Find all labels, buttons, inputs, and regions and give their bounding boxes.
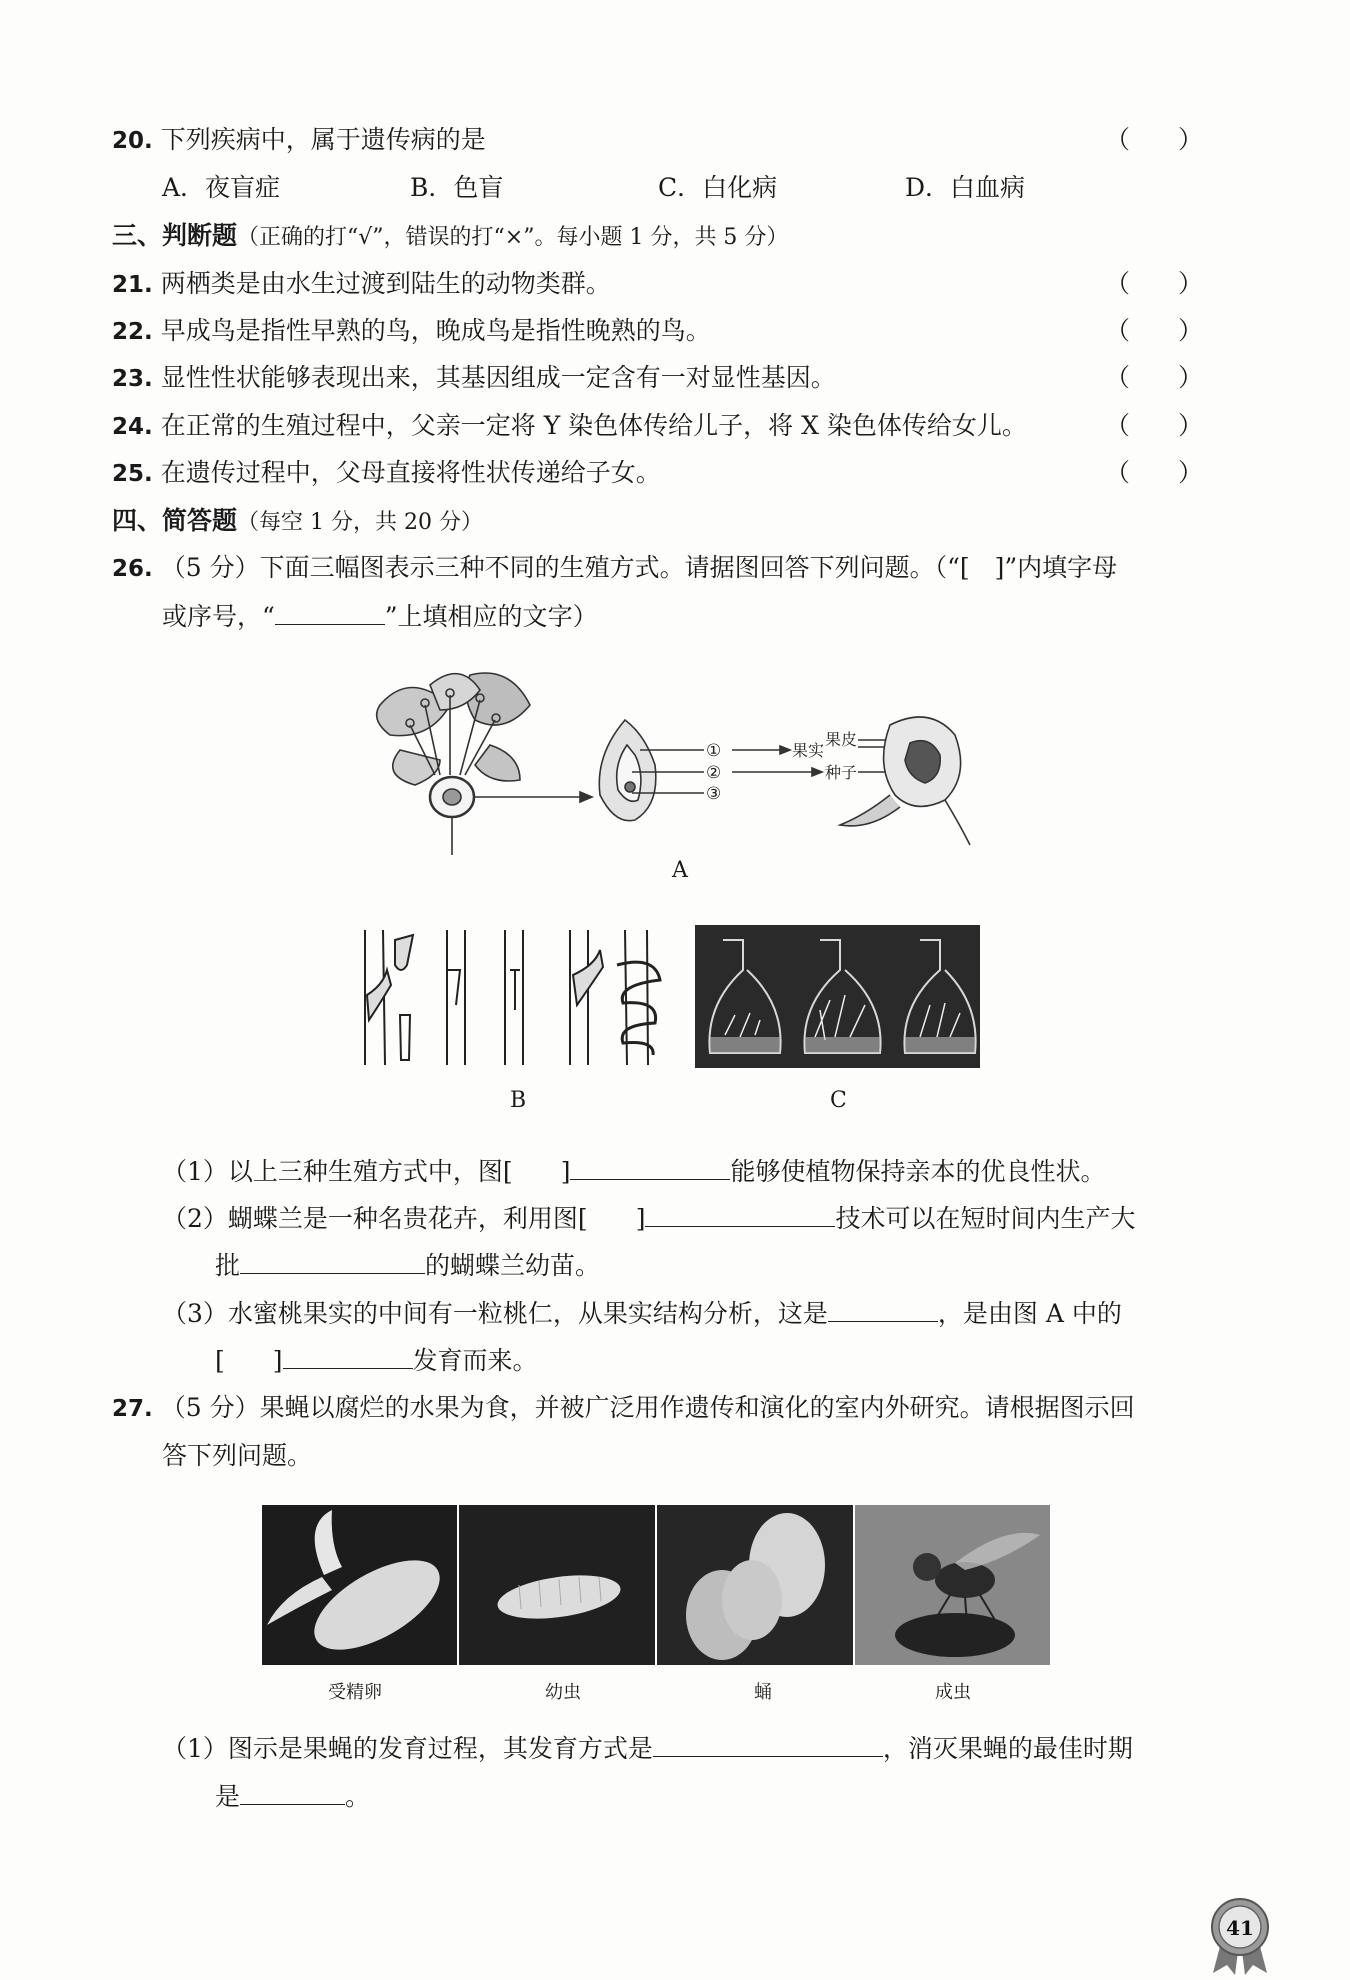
marker-3: ③	[706, 784, 722, 804]
question-20-stem	[112, 122, 486, 159]
answer-paren: （ ）	[1105, 316, 1204, 345]
page-number-badge	[1205, 1895, 1275, 1975]
label-seed: 种子	[825, 763, 858, 782]
photo-fertilized-egg	[262, 1505, 457, 1665]
answer-paren: （ ）	[1105, 269, 1204, 298]
section-note: （每空 1 分，共 20 分）	[237, 510, 483, 535]
figure-c-label: C	[830, 1088, 847, 1113]
option-a: A．夜盲症	[162, 173, 281, 202]
question-number: 21.	[112, 272, 153, 298]
question-text: 两栖类是由水生过渡到陆生的动物类群。	[160, 269, 611, 298]
label-peel: 果皮	[825, 730, 858, 749]
photo-larva	[459, 1505, 655, 1665]
question-26-line-1	[112, 550, 1117, 587]
section-note: （正确的打“√”，错误的打“×”。每小题 1 分，共 5 分）	[237, 225, 789, 250]
question-text: 在遗传过程中，父母直接将性状传递给子女。	[160, 458, 661, 487]
question-27-sub-1-cont: 是 。	[215, 1778, 370, 1815]
section-3-heading	[112, 218, 788, 256]
page-number: 41	[1226, 1916, 1254, 1940]
figure-b-label: B	[510, 1088, 527, 1113]
answer-blank[interactable]	[645, 1200, 835, 1227]
answer-blank[interactable]	[570, 1153, 730, 1180]
question-26-sub-2-cont: 批 的蝴蝶兰幼苗。	[215, 1247, 600, 1284]
answer-blank[interactable]	[828, 1295, 938, 1322]
question-26-sub-3: （3）水蜜桃果实的中间有一粒桃仁，从果实结构分析，这是 ，是由图 A 中的	[162, 1295, 1122, 1332]
answer-blank[interactable]	[283, 1342, 413, 1369]
caption-larva: 幼虫	[545, 1682, 581, 1703]
answer-paren: （ ）	[1105, 458, 1204, 487]
question-26-sub-3-cont: [ ] 发育而来。	[215, 1342, 538, 1379]
question-text: 在正常的生殖过程中，父亲一定将 Y 染色体传给儿子，将 X 染色体传给女儿。	[160, 411, 1027, 440]
question-26-sub-1: （1）以上三种生殖方式中，图[ ] 能够使植物保持亲本的优良性状。	[162, 1153, 1105, 1190]
answer-blank[interactable]	[240, 1778, 345, 1805]
caption-fertilized-egg: 受精卵	[328, 1682, 382, 1703]
question-text: 下列疾病中，属于遗传病的是	[160, 125, 486, 154]
option-c: C．白化病	[658, 173, 778, 202]
question-27-line-1	[112, 1390, 1135, 1427]
answer-blank[interactable]	[275, 598, 385, 625]
question-number: 25.	[112, 461, 153, 487]
question-24	[112, 408, 1027, 445]
question-26-line-2: 或序号，“ ”上填相应的文字）	[162, 598, 598, 635]
figure-c-tissue-culture-photo	[695, 925, 980, 1068]
question-25	[112, 455, 661, 492]
question-number: 24.	[112, 414, 153, 440]
question-text: 早成鸟是指性早熟的鸟，晚成鸟是指性晚熟的鸟。	[160, 316, 711, 345]
question-text: 显性性状能够表现出来，其基因组成一定含有一对显性基因。	[160, 363, 836, 392]
marker-2: ②	[706, 763, 722, 783]
section-title: 四、简答题	[112, 506, 238, 535]
photo-adult-fly	[855, 1505, 1050, 1665]
photo-pupa	[657, 1505, 853, 1665]
figure-b-grafting	[355, 925, 665, 1075]
answer-paren: （ ）	[1105, 411, 1204, 440]
option-b: B．色盲	[410, 173, 504, 202]
section-4-heading	[112, 503, 483, 541]
marker-1: ①	[706, 741, 722, 761]
question-number: 20.	[112, 128, 153, 154]
caption-adult: 成虫	[935, 1682, 971, 1703]
label-fruit: 果实	[792, 741, 825, 760]
answer-blank[interactable]	[653, 1730, 883, 1757]
question-21	[112, 266, 611, 303]
question-number: 23.	[112, 366, 153, 392]
question-number: 27.	[112, 1396, 153, 1422]
question-26-sub-2: （2）蝴蝶兰是一种名贵花卉，利用图[ ] 技术可以在短时间内生产大	[162, 1200, 1135, 1237]
question-number: 26.	[112, 556, 153, 582]
section-title: 三、判断题	[112, 221, 238, 250]
figure-a-label: A	[672, 858, 688, 883]
question-text: （5 分）果蝇以腐烂的水果为食，并被广泛用作遗传和演化的室内外研究。请根据图示回	[160, 1393, 1135, 1422]
question-23	[112, 360, 836, 397]
answer-paren: （ ）	[1105, 363, 1204, 392]
answer-blank[interactable]	[240, 1247, 425, 1274]
question-22	[112, 313, 711, 350]
question-27-line-2: 答下列问题。	[162, 1441, 313, 1470]
question-text: （5 分）下面三幅图表示三种不同的生殖方式。请据图回答下列问题。（“[ ]”内填字母	[160, 553, 1118, 582]
question-number: 22.	[112, 319, 153, 345]
caption-pupa: 蛹	[754, 1682, 772, 1703]
answer-paren: （ ）	[1105, 125, 1204, 154]
figure-a-flower-to-fruit	[370, 665, 980, 865]
question-27-sub-1: （1）图示是果蝇的发育过程，其发育方式是 ，消灭果蝇的最佳时期	[162, 1730, 1133, 1767]
option-d: D．白血病	[905, 173, 1026, 202]
